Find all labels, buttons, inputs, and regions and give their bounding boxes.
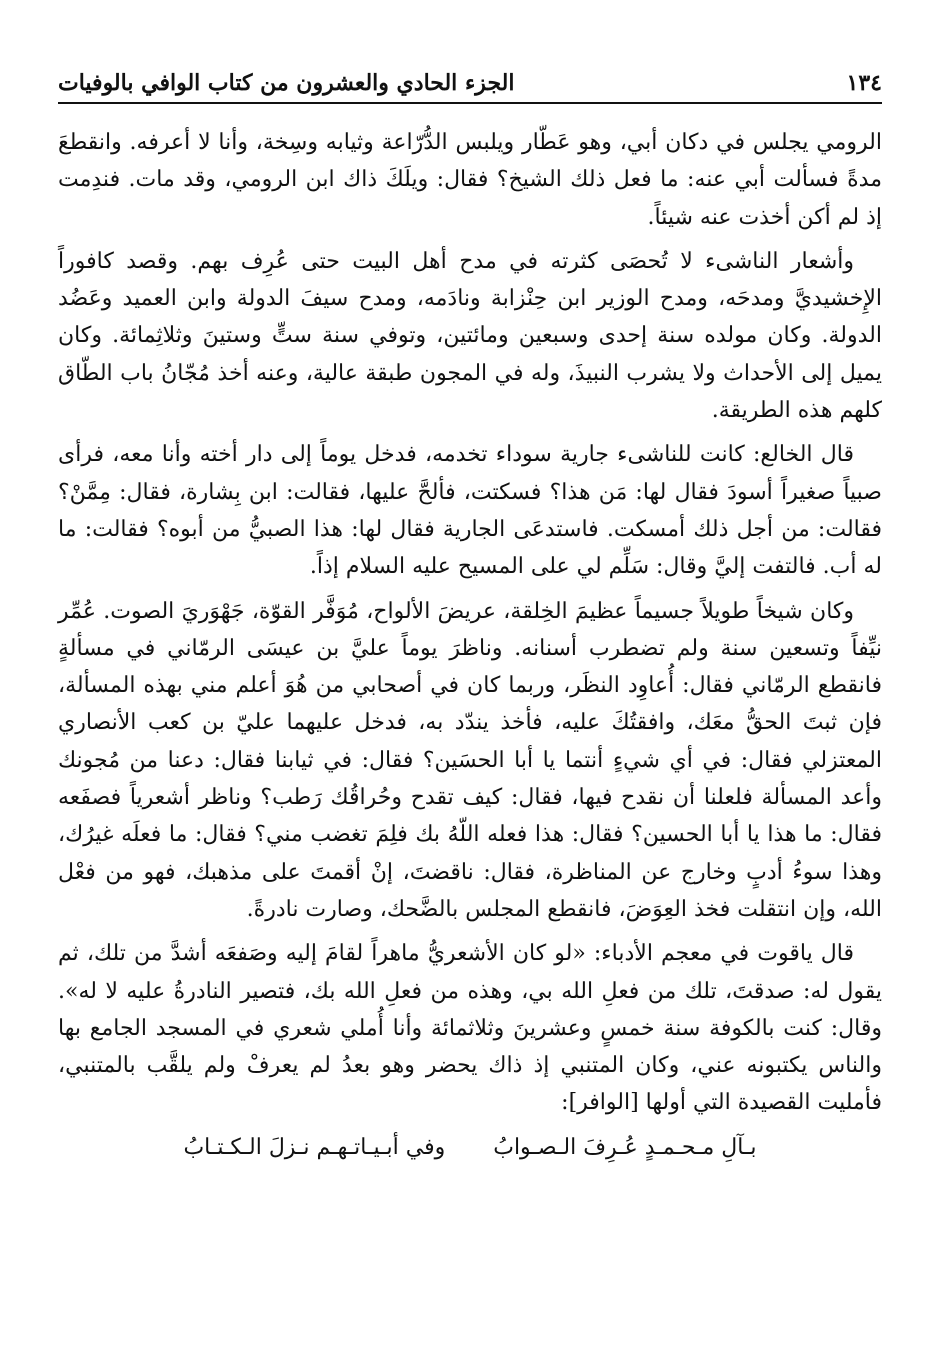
page-body [58, 124, 882, 1166]
paragraph-4: وكان شيخاً طويلاً جسيماً عظيمَ الخِلقة، عريضَ الألواح، مُوَفَّر القوّة، جَهْوَريَ الصوت. عُمِّر نيِّفاً وتسعين سنة ولم تضطرب أسنانه. وناظرَ يوماً عليَّ بن عيسَى الرمّاني في مسألةٍ فانقطع الرمّاني فقال: أُعاوِد النظَر، وربما كان في أصحابي من هُوَ أعلم مني بهذه المسألة، فإن ثبتَ الحقُّ معَك، وافقتُكَ عليه، فأخذ يندّد به، فدخل عليهما عليّ بن كعب الأنصاري المعتزلي فقال: في أي شيءٍ أنتما يا أبا الحسَين؟ فقال: في ثيابنا فقال: دعنا من مُجونك وأعد المسألة فلعلنا أن نقدح فيها، فقال: كيف تقدح وحُراقُك رَطب؟ وناظر أشعرياً فصفَعه فقال: ما هذا يا أبا الحسين؟ فقال: هذا فعله اللّهُ بك فلِمَ تغضب مني؟ فقال: ما فعلَه غيرُك، وهذا سوءُ أدبٍ وخارج عن المناظرة، فقال: ناقضتَ، إنْ أقمتَ على مذهبك، فهو من فعْل الله، وإن انتقلت فخذ العِوَضَ، فانقطع المجلس بالضَّحك، وصارت نادرةً. [58, 598, 882, 922]
paragraph-3: قال الخالع: كانت للناشىء جارية سوداء تخدمه، فدخل يوماً إلى دار أخته وأنا معه، فرأى صبياً صغيراً أسودَ فقال لها: مَن هذا؟ فسكتت، فألحَّ عليها، فقالت: ابن بِشارة، فقال: مِمَّنْ؟ فقالت: من أجل ذلك أمسكت. فاستدعَى الجارية فقال لها: هذا الصبيُّ من أبوه؟ فقالت: ما له أب. فالتفت إليَّ وقال: سَلِّم لي على المسيح عليه السلام إذاً. [58, 442, 882, 580]
poem-second-hemistich: وفي أبـيـاتـهـم نـزلَ الـكـتـابُ [183, 1134, 446, 1160]
poem-first-hemistich: بـآلِ مـحـمـدٍ عُـرِفَ الـصـوابُ [493, 1134, 757, 1160]
paragraph-5: قال ياقوت في معجم الأدباء: «لو كان الأشعريُّ ماهراً لقامَ إليه وصَفعَه أشدَّ من تلك، ثم يقول له: صدقتَ، تلك من فعلِ الله بي، وهذه من فعلِ الله بك، فتصير النادرةُ عليه لا له». وقال: كنت بالكوفة سنة خمسٍ وعشرينَ وثلاثمائة وأنا أُملي شعري في المسجد الجامع بها والناس يكتبونه عني، وكان المتنبي إذ ذاك يحضر وهو بعدُ لم يعرفْ ولم يلقَّب بالمتنبي، فأمليت القصيدة التي أولها [الوافر]: [58, 941, 882, 1116]
paragraph-2: وأشعار الناشىء لا تُحصَى كثرته في مدح أهل البيت حتى عُرِف بهم. وقصد كافوراً الإِخشيديَّ ومدحَه، ومدح الوزير ابن حِنْزابة ونادَمه، ومدح سيفَ الدولة وابن العميد وعَضُد الدولة. وكان مولده سنة إحدى وسبعين ومائتين، وتوفي سنة ستٍّ وستينَ وثلاثِمائة. وكان يميل إلى الأحداث ولا يشرب النبيذَ، وله في المجون طبقة عالية، وعنه أخذ مُجّانُ باب الطّاق كلهم هذه الطريقة. [58, 248, 882, 424]
paragraph-1: الرومي يجلس في دكان أبي، وهو عَطّار ويلبس الدُّرّاعة وثيابه وسِخة، وأنا لا أعرفه. وانقطعَ مدةً فسألت أبي عنه: ما فعل ذلك الشيخ؟ فقال: ويلَكَ ذاك ابن الرومي، وقد مات. فندِمت إذ لم أكن أخذت عنه شيئاً. [58, 130, 882, 230]
running-title: الجزء الحادي والعشرون من كتاب الوافي بالوفيات [58, 70, 515, 96]
poem-verse [58, 1129, 882, 1166]
page-header [58, 56, 882, 104]
page-number: ١٣٤ [846, 70, 882, 96]
